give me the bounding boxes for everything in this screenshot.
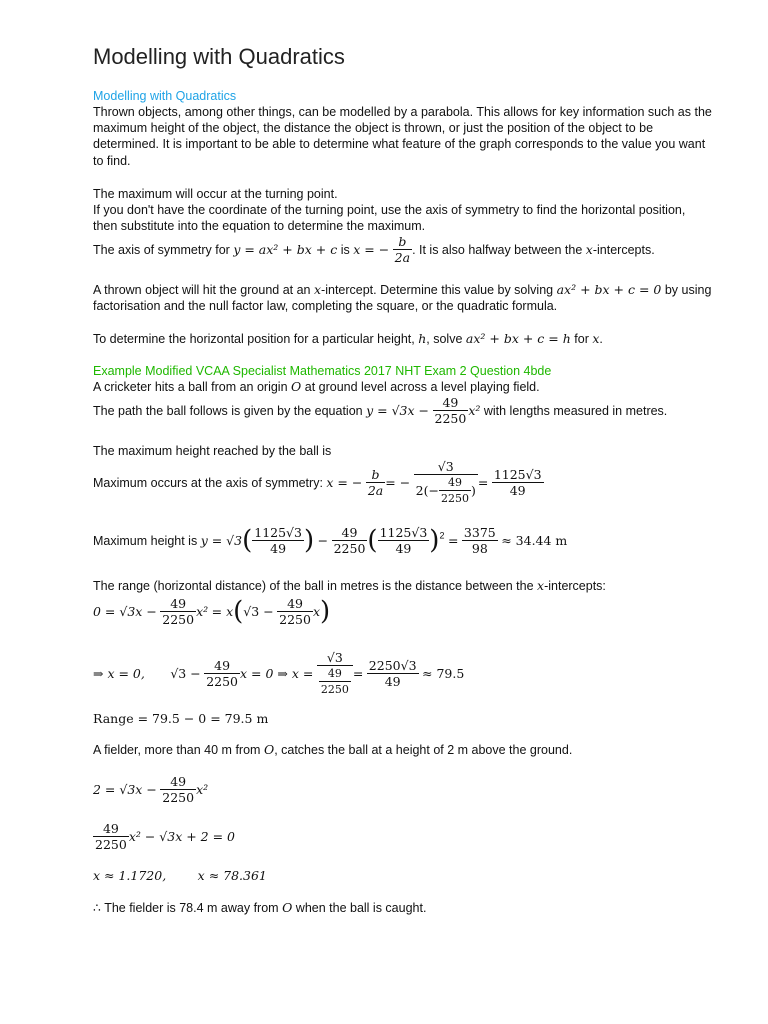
turning-point-line: The maximum will occur at the turning point. bbox=[93, 187, 338, 201]
max-height-equation: Maximum height is y = √3( $\frac{1125√3}{49}$ ) − $\frac{49}{2250}$ ( $\frac{1125√3}{49}$ )$^2$ = $\frac{3375}{98}$ ≈ 34.44 m bbox=[93, 525, 568, 556]
section-heading: Modelling with Quadratics bbox=[93, 89, 237, 103]
solutions-line: x ≈ 1.1720, x ≈ 78.361 bbox=[93, 868, 267, 883]
intro-paragraph: Thrown objects, among other things, can be modelled by a parabola. This allows for key information such as the maximum height of the object, the distance the object is thrown, or just the position of the object to be determined. It is important to be able to determine what feature of the graph corresponds to the value you want to find. bbox=[93, 105, 712, 168]
max-height-intro: The maximum height reached by the ball is bbox=[93, 444, 332, 458]
page-title: Modelling with Quadratics bbox=[93, 44, 345, 69]
particular-height-line: To determine the horizontal position for a particular height, h, solve ax² + bx + c = h for x. bbox=[93, 331, 603, 346]
conclusion-line: ∴ The fielder is 78.4 m away from O when the ball is caught. bbox=[93, 900, 427, 915]
fielder-line: A fielder, more than 40 m from O, catches the ball at a height of 2 m above the ground. bbox=[93, 742, 573, 757]
quadratic-equation: $\frac{49}{2250}$ x² − √3x + 2 = 0 bbox=[95, 821, 236, 852]
intercepts-equation: 0 = √3x − $\frac{49}{2250}$ x² = x(√3 − $\frac{49}{2250}$ x) bbox=[93, 596, 331, 627]
example-heading: Example Modified VCAA Specialist Mathematics 2017 NHT Exam 2 Question 4bde bbox=[93, 364, 552, 378]
cricketer-line: A cricketer hits a ball from an origin O at ground level across a level playing field. bbox=[93, 379, 540, 394]
solve-intercepts-equation: ⇒ x = 0, √3 − $\frac{49}{2250}$ x = 0 ⇒ x = $\frac{√3}{\frac{49}{2250}}$ = $\frac{2250√3}{49}$ ≈ 79.5 bbox=[93, 650, 465, 696]
fraction-b-over-2a: $\frac{b}{2a}$ bbox=[394, 234, 411, 265]
fraction-49-over-2250: $\frac{49}{2250}$ bbox=[434, 395, 467, 426]
range-intro-line: The range (horizontal distance) of the ball in metres is the distance between the x-intercepts: bbox=[93, 578, 606, 593]
ground-intercept-paragraph: A thrown object will hit the ground at an x-intercept. Determine this value by solving ax² + bx + c = 0 by using factorisation and the null factor law, completing the square, or the quadratic formula. bbox=[93, 282, 712, 314]
axis-of-symmetry-line: The axis of symmetry for y = ax² + bx + c is x = − $\frac{b}{2a}$ . It is also halfway between the x-intercepts. bbox=[93, 234, 655, 265]
max-occurs-equation: Maximum occurs at the axis of symmetry: x = − $\frac{b}{2a}$ = − √3 2(− $\frac{49}{2250}$ ) = $\frac{1125√3}{49}$ bbox=[93, 459, 542, 505]
range-result: Range = 79.5 − 0 = 79.5 m bbox=[93, 711, 269, 726]
fielder-equation: 2 = √3x − $\frac{49}{2250}$ x² bbox=[93, 774, 209, 805]
path-equation-line: The path the ball follows is given by the equation y = √3x − $\frac{49}{2250}$ x² with lengths measured in metres. bbox=[93, 395, 668, 426]
axis-method-paragraph: If you don't have the coordinate of the turning point, use the axis of symmetry to find the horizontal position, then substitute into the equation to determine the maximum. bbox=[93, 203, 686, 234]
